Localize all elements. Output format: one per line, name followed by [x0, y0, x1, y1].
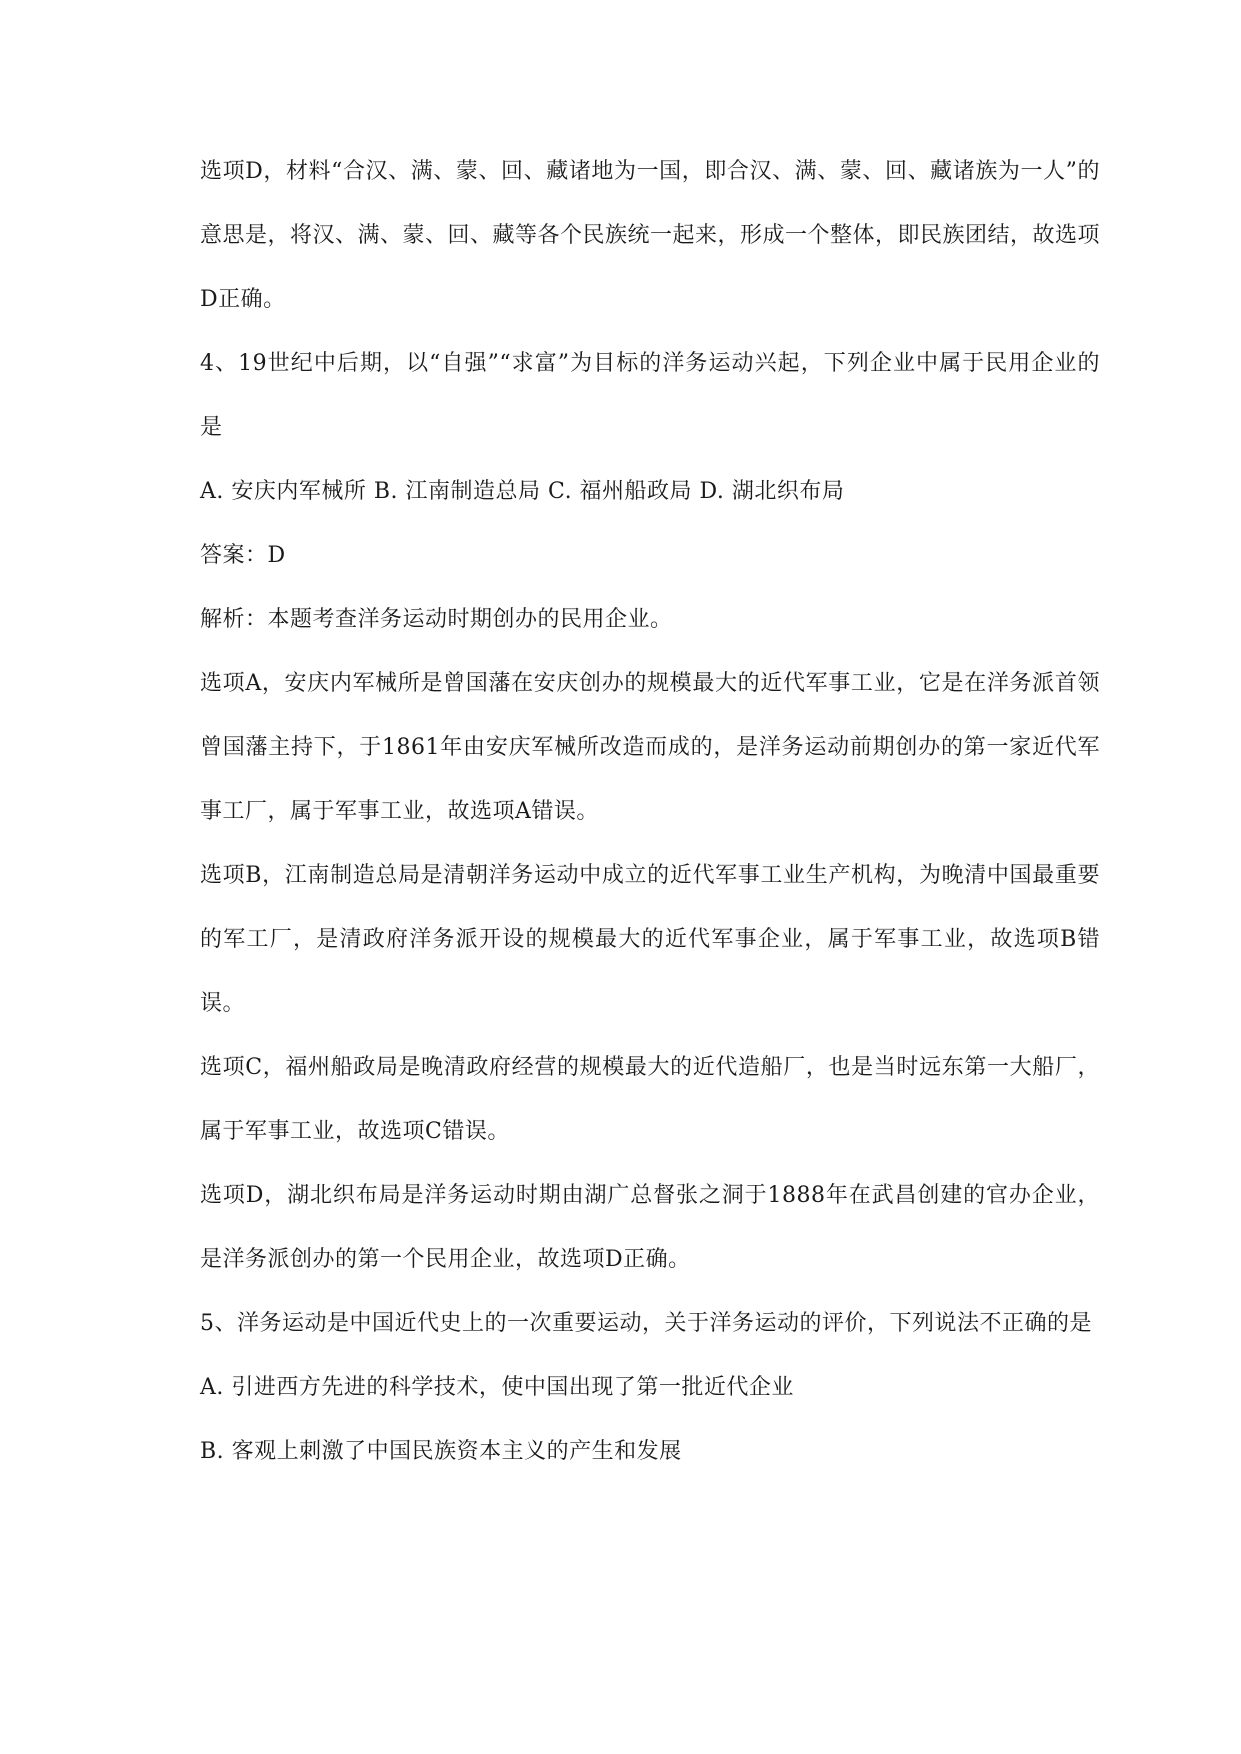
question-4-option-d-explanation: 选项D，湖北织布局是洋务运动时期由湖广总督张之洞于1888年在武昌创建的官办企业，是洋务派创办的第一个民用企业，故选项D正确。 — [200, 1183, 1100, 1272]
question-5-stem: 5、洋务运动是中国近代史上的一次重要运动，关于洋务运动的评价，下列说法不正确的是 — [200, 1311, 1093, 1336]
question-4-analysis: 解析：本题考查洋务运动时期创办的民用企业。 — [200, 607, 673, 632]
question-5-option-b: B. 客观上刺激了中国民族资本主义的产生和发展 — [200, 1439, 682, 1464]
question-4-option-a-explanation: 选项A，安庆内军械所是曾国藩在安庆创办的规模最大的近代军事工业，它是在洋务派首领曾国藩主持下，于1861年由安庆军械所改造而成的，是洋务运动前期创办的第一家近代军事工厂，属于军事工业，故选项A错误。 — [200, 671, 1100, 824]
question-5-option-a: A. 引进西方先进的科学技术，使中国出现了第一批近代企业 — [200, 1375, 794, 1400]
question-4-options: A. 安庆内军械所 B. 江南制造总局 C. 福州船政局 D. 湖北织布局 — [200, 479, 845, 504]
document-body — [200, 140, 1100, 1484]
question-4-answer: 答案：D — [200, 543, 286, 568]
paragraph-option-d-conclusion: 选项D，材料“合汉、满、蒙、回、藏诸地为一国，即合汉、满、蒙、回、藏诸族为一人”的意思是，将汉、满、蒙、回、藏等各个民族统一起来，形成一个整体，即民族团结，故选项D正确。 — [200, 159, 1101, 312]
question-4-option-b-explanation: 选项B，江南制造总局是清朝洋务运动中成立的近代军事工业生产机构，为晚清中国最重要的军工厂，是清政府洋务派开设的规模最大的近代军事企业，属于军事工业，故选项B错误。 — [200, 863, 1100, 1016]
question-4-stem: 4、19世纪中后期，以“自强”“求富”为目标的洋务运动兴起，下列企业中属于民用企业的是 — [200, 351, 1100, 440]
question-4-option-c-explanation: 选项C，福州船政局是晚清政府经营的规模最大的近代造船厂，也是当时远东第一大船厂，属于军事工业，故选项C错误。 — [200, 1055, 1100, 1144]
